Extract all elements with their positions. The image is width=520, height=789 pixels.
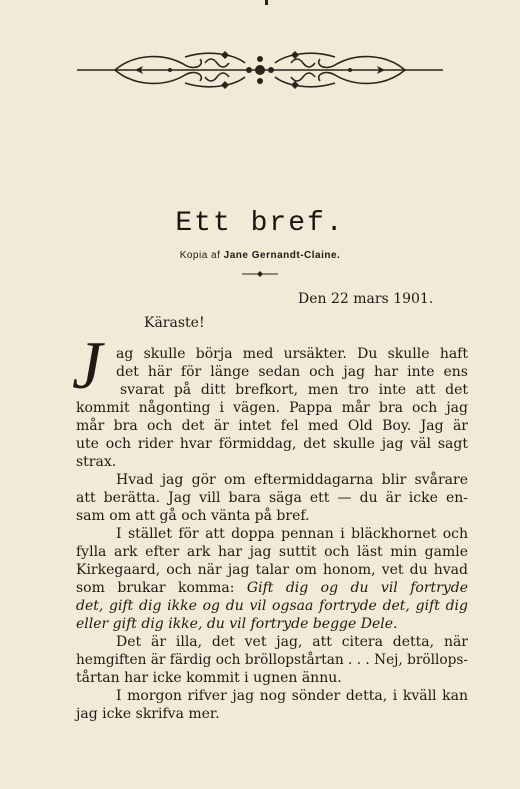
drop-cap: J bbox=[72, 327, 103, 403]
page-title: Ett bref. bbox=[175, 208, 345, 239]
text-line: hemgiften är färdig och bröllopstårtan . . . Nej, bröllops- bbox=[76, 652, 468, 668]
text-line: I stället för att doppa pennan i bläckhornet och bbox=[116, 526, 468, 542]
text-line: ute och rider hvar förmiddag, det skulle jag väl sagt bbox=[76, 436, 468, 452]
text-line: eller gift dig ikke, du vil fortryde begge Dele. bbox=[76, 616, 398, 632]
text-line: tårtan har icke kommit i ugnen ännu. bbox=[76, 670, 342, 686]
divider-ornament-icon bbox=[242, 269, 278, 279]
subtitle bbox=[0, 250, 520, 261]
text-line: det här för länge sedan och jag har inte ens bbox=[116, 364, 468, 380]
text-line: ag skulle börja med ursäkter. Du skulle haft bbox=[116, 346, 468, 362]
text-line: strax. bbox=[76, 454, 117, 470]
text-line: Hvad jag gör om eftermiddagarna blir svårare bbox=[116, 472, 468, 488]
text-line: som brukar komma: Gift dig og du vil fortryde bbox=[76, 580, 468, 596]
text-line: mår bra och det är intet fel med Old Boy. Jag är bbox=[76, 418, 468, 434]
text-line: att berätta. Jag vill bara säga ett — du är icke en- bbox=[76, 490, 468, 506]
subtitle-prefix: Kopia af bbox=[179, 250, 221, 261]
text-line: Kirkegaard, och när jag talar om honom, vet du hvad bbox=[76, 562, 468, 578]
text-line: fylla ark efter ark har jag suttit och läst min gamle bbox=[76, 544, 468, 560]
text-line: Det är illa, det vet jag, att citera detta, när bbox=[116, 634, 468, 650]
greeting: Käraste! bbox=[144, 315, 205, 331]
italic-quote: Gift dig og du vil fortryde bbox=[246, 580, 468, 596]
text-line: sam om att gå och vänta på bref. bbox=[76, 508, 310, 524]
text-line: kommit någonting i vägen. Pappa mår bra och jag bbox=[76, 400, 468, 416]
print-mark bbox=[265, 0, 268, 5]
text-line: svarat på ditt brefkort, men tro inte att det bbox=[120, 382, 468, 398]
dateline: Den 22 mars 1901. bbox=[298, 291, 434, 307]
text-line: det, gift dig ikke og du vil ogsaa fortryde det, gift dig bbox=[76, 598, 468, 614]
text-line: I morgon rifver jag nog sönder detta, i kväll kan bbox=[116, 688, 468, 704]
author-name: Jane Gernandt-Claine. bbox=[223, 250, 341, 261]
text-line: jag icke skrifva mer. bbox=[76, 706, 220, 722]
decorative-ornament-icon bbox=[75, 45, 445, 95]
